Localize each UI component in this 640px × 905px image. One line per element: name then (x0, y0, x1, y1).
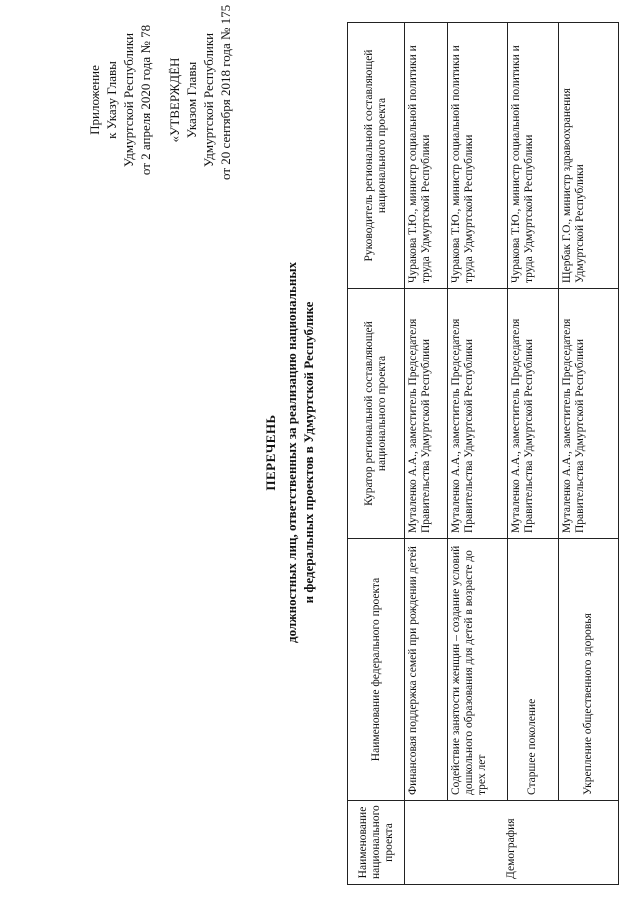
head-cell: Щербак Г.О., министр здравоохранения Удмуртской Республики (559, 23, 619, 289)
table-row (447, 23, 507, 885)
curator-cell: Муталенко А.А., заместитель Председателя Правительства Удмуртской Республики (405, 289, 448, 539)
appendix-block (86, 20, 154, 180)
appendix-line: к Указу Главы (104, 61, 119, 139)
curator-cell: Муталенко А.А., заместитель Председателя Правительства Удмуртской Республики (507, 289, 558, 539)
column-header-national-project: Наименование национального проекта (348, 801, 405, 885)
approved-line: от 20 сентября 2018 года № 175 (218, 4, 233, 180)
table-header-row (348, 23, 405, 885)
approval-stamp (86, 4, 246, 180)
appendix-line: Удмуртской Республики (121, 32, 136, 168)
approved-line: Удмуртской Республики (201, 32, 216, 168)
title-line: должностных лиц, ответственных за реализацию национальных (284, 262, 299, 643)
appendix-line: от 2 апреля 2020 года № 78 (138, 24, 153, 176)
head-cell: Чуракова Т.Ю., министр социальной политики и труда Удмуртской Республики (507, 23, 558, 289)
national-project-cell: Демография (405, 801, 619, 885)
approved-line: Указом Главы (184, 61, 199, 139)
approved-block (166, 4, 234, 180)
federal-project-cell: Содействие занятости женщин – создание условий дошкольного образования для детей в возрасте до трех лет (447, 539, 507, 801)
federal-project-cell: Укрепление общественного здоровья (559, 539, 619, 801)
column-header-federal-project: Наименование федерального проекта (348, 539, 405, 801)
appendix-line: Приложение (87, 65, 102, 135)
federal-project-cell: Старшее поколение (507, 539, 558, 801)
responsible-officials-table (347, 22, 619, 885)
curator-cell: Муталенко А.А., заместитель Председателя Правительства Удмуртской Республики (447, 289, 507, 539)
table-row (559, 23, 619, 885)
head-cell: Чуракова Т.Ю., министр социальной политики и труда Удмуртской Республики (447, 23, 507, 289)
title-line: и федеральных проектов в Удмуртской Республике (301, 301, 316, 604)
head-cell: Чуракова Т.Ю., министр социальной политики и труда Удмуртской Республики (405, 23, 448, 289)
document-title (262, 180, 317, 725)
curator-cell: Муталенко А.А., заместитель Председателя Правительства Удмуртской Республики (559, 289, 619, 539)
column-header-curator: Куратор региональной составляющей национального проекта (348, 289, 405, 539)
federal-project-cell: Финансовая поддержка семей при рождении детей (405, 539, 448, 801)
table-row (507, 23, 558, 885)
column-header-head: Руководитель региональной составляющей национального проекта (348, 23, 405, 289)
approved-line: «УТВЕРЖДЁН (167, 57, 182, 143)
title-main: ПЕРЕЧЕНЬ (263, 414, 278, 491)
table-row (405, 23, 448, 885)
